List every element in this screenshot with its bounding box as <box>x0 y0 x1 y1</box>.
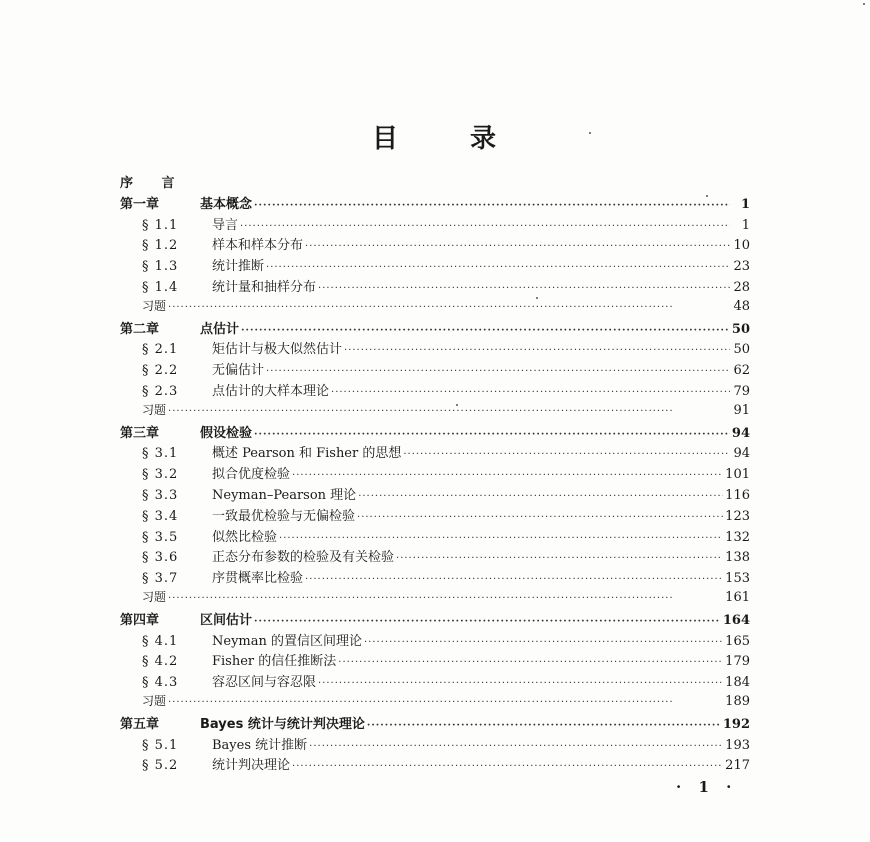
entry-title: 点估计 <box>200 321 240 337</box>
entry-title: 概述 Pearson 和 Fisher 的思想 <box>212 446 402 462</box>
entry-page-number: 193 <box>725 737 750 753</box>
entry-title: 拟合优度检验 <box>212 467 291 483</box>
toc-entry-exercise <box>120 401 750 422</box>
entry-number: § 3.6 <box>142 550 179 566</box>
toc-entry-section <box>120 380 750 401</box>
entry-number: 第五章 <box>120 716 160 732</box>
dot-leader <box>357 512 723 523</box>
dot-leader <box>292 761 723 772</box>
toc-entry-section <box>120 234 750 255</box>
entry-title: Neyman–Pearson 理论 <box>212 487 357 503</box>
entry-number: § 3.7 <box>142 571 179 587</box>
toc-entry-section <box>120 671 750 692</box>
entry-number: § 1.1 <box>142 217 179 233</box>
dot-leader <box>305 241 730 252</box>
toc-entry-section <box>120 255 750 276</box>
toc-entry-chapter <box>120 713 750 734</box>
entry-page-number: 164 <box>722 612 750 628</box>
entry-title: 假设检验 <box>200 425 253 441</box>
entry-number: § 3.3 <box>142 487 179 503</box>
entry-number: 第二章 <box>120 321 160 337</box>
entry-number: § 3.5 <box>142 529 179 545</box>
entry-page-number: 217 <box>725 758 750 774</box>
entry-page-number: 161 <box>725 589 750 605</box>
entry-page-number: 132 <box>725 529 750 545</box>
entry-title: 习题 <box>142 298 167 313</box>
entry-number: § 2.3 <box>142 383 179 399</box>
entry-number: § 5.1 <box>142 737 179 753</box>
entry-number: § 3.4 <box>142 508 179 524</box>
toc-entry-section <box>120 754 750 775</box>
entry-number: § 4.2 <box>142 654 179 670</box>
entry-title: 导言 <box>212 217 239 233</box>
entry-number: § 4.1 <box>142 633 179 649</box>
entry-page-number: 1 <box>741 217 750 233</box>
entry-page-number: 23 <box>733 259 750 275</box>
toc-entry-exercise <box>120 692 750 713</box>
title-char-left: 目 <box>371 124 400 154</box>
dot-leader <box>305 574 723 585</box>
dot-leader <box>241 325 730 336</box>
dot-leader <box>168 697 723 708</box>
entry-page-number: 94 <box>731 425 750 441</box>
toc-entry-chapter <box>120 318 750 339</box>
entry-page-number: 138 <box>725 550 750 566</box>
entry-number: § 1.4 <box>142 279 179 295</box>
entry-page-number: 153 <box>725 571 750 587</box>
dot-leader <box>254 200 730 211</box>
entry-title: 无偏估计 <box>212 363 265 379</box>
toc-entry-section <box>120 442 750 463</box>
table-of-contents <box>120 172 750 775</box>
entry-number: § 5.2 <box>142 758 179 774</box>
entry-number: § 1.3 <box>142 259 179 275</box>
entry-title: Bayes 统计与统计判决理论 <box>200 716 365 732</box>
dot-leader <box>331 387 730 398</box>
dot-leader <box>254 616 721 627</box>
toc-entry-section <box>120 463 750 484</box>
entry-page-number: 50 <box>731 321 750 337</box>
entry-page-number: 189 <box>725 693 750 709</box>
entry-title: 基本概念 <box>200 196 253 212</box>
dot-leader <box>318 678 723 689</box>
entry-page-number: 62 <box>733 363 750 379</box>
title-char-right: 录 <box>470 124 499 154</box>
entry-title: 习题 <box>142 589 167 604</box>
dot-leader <box>168 302 730 313</box>
entry-page-number: 101 <box>725 467 750 483</box>
toc-entry-section <box>120 650 750 671</box>
dot-leader <box>344 345 730 356</box>
dot-leader <box>168 406 730 417</box>
entry-title: 一致最优检验与无偏检验 <box>212 508 356 524</box>
entry-page-number: 179 <box>725 654 750 670</box>
page-number: · 1 · <box>676 778 738 796</box>
toc-entry-section <box>120 484 750 505</box>
entry-page-number: 91 <box>733 402 750 418</box>
entry-title: 容忍区间与容忍限 <box>212 675 317 691</box>
toc-entry-section <box>120 276 750 297</box>
toc-entry-exercise <box>120 297 750 318</box>
entry-title: 点估计的大样本理论 <box>212 383 330 399</box>
entry-number: § 1.2 <box>142 238 179 254</box>
entry-number: 第一章 <box>120 196 160 212</box>
dot-leader <box>318 283 730 294</box>
toc-entry-section <box>120 526 750 547</box>
entry-title: 序 言 <box>120 176 187 191</box>
dot-leader <box>254 429 730 440</box>
toc-entry-section <box>120 338 750 359</box>
entry-page-number: 192 <box>722 716 750 732</box>
entry-title: 样本和样本分布 <box>212 238 304 254</box>
entry-title: Bayes 统计推断 <box>212 737 308 753</box>
toc-entry-section <box>120 734 750 755</box>
entry-title: 统计判决理论 <box>212 758 291 774</box>
dot-leader <box>292 470 723 481</box>
toc-entry-chapter <box>120 193 750 214</box>
toc-entry-chapter <box>120 609 750 630</box>
entry-title: 正态分布参数的检验及有关检验 <box>212 550 395 566</box>
entry-number: 第三章 <box>120 425 160 441</box>
entry-title: 习题 <box>142 693 167 708</box>
dot-leader <box>240 221 730 232</box>
entry-number: § 3.1 <box>142 446 179 462</box>
entry-page-number: 79 <box>733 383 750 399</box>
toc-entry-section <box>120 214 750 235</box>
entry-page-number: 116 <box>725 487 750 503</box>
entry-page-number: 10 <box>733 238 750 254</box>
toc-entry-exercise <box>120 588 750 609</box>
toc-entry-section <box>120 359 750 380</box>
entry-number: § 4.3 <box>142 675 179 691</box>
entry-title: 似然比检验 <box>212 529 278 545</box>
entry-title: 矩估计与极大似然估计 <box>212 342 343 358</box>
entry-title: 区间估计 <box>200 612 253 628</box>
entry-title: 统计推断 <box>212 259 265 275</box>
dot-leader <box>358 491 723 502</box>
entry-number: § 2.1 <box>142 342 179 358</box>
entry-title: 序贯概率比检验 <box>212 571 304 587</box>
dot-leader <box>403 449 730 460</box>
toc-entry-section <box>120 546 750 567</box>
entry-page-number: 50 <box>733 342 750 358</box>
entry-number: § 3.2 <box>142 467 179 483</box>
dot-leader <box>266 262 730 273</box>
entry-title: Fisher 的信任推断法 <box>212 654 337 670</box>
dot-leader <box>168 593 723 604</box>
entry-page-number: 94 <box>733 446 750 462</box>
entry-title: 统计量和抽样分布 <box>212 279 317 295</box>
dot-leader <box>396 553 723 564</box>
entry-page-number: 28 <box>733 279 750 295</box>
entry-page-number: 48 <box>733 298 750 314</box>
entry-page-number: 165 <box>725 633 750 649</box>
entry-title: Neyman 的置信区间理论 <box>212 633 362 649</box>
entry-number: 第四章 <box>120 612 160 628</box>
toc-entry-preface <box>120 172 750 193</box>
dot-leader <box>367 720 721 731</box>
entry-number: § 2.2 <box>142 363 179 379</box>
dot-leader <box>338 657 723 668</box>
toc-entry-section <box>120 630 750 651</box>
entry-page-number: 123 <box>725 508 750 524</box>
dot-leader <box>266 366 730 377</box>
dot-leader <box>364 637 723 648</box>
entry-title: 习题 <box>142 402 167 417</box>
entry-page-number: 1 <box>740 196 750 212</box>
toc-entry-section <box>120 505 750 526</box>
toc-entry-section <box>120 567 750 588</box>
page-title <box>0 118 870 155</box>
toc-entry-chapter <box>120 422 750 443</box>
dot-leader <box>309 741 723 752</box>
entry-page-number: 184 <box>725 675 750 691</box>
dot-leader <box>279 533 723 544</box>
